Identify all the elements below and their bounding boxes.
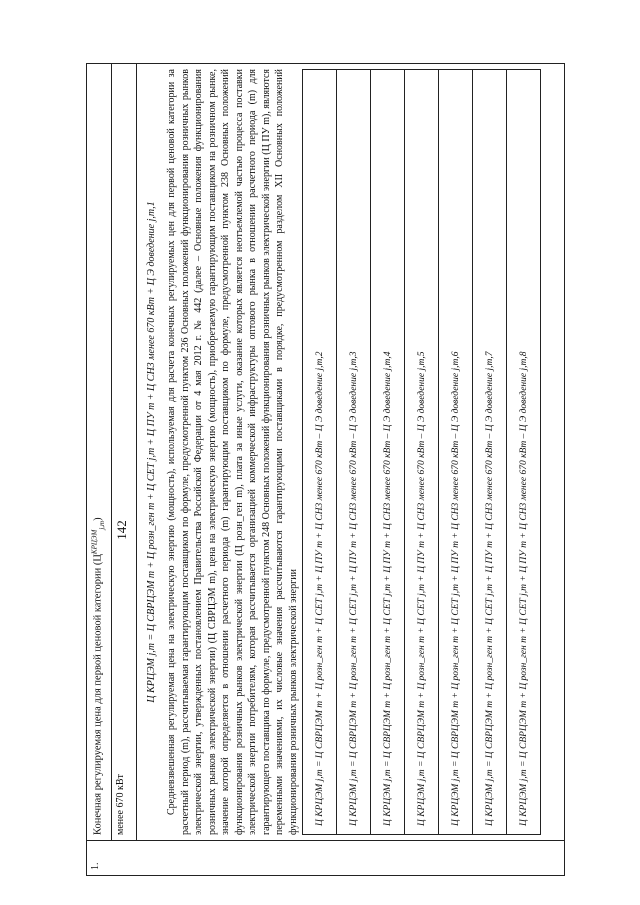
formula-row bbox=[337, 70, 371, 835]
formula-table bbox=[302, 69, 541, 835]
formula-row bbox=[439, 70, 473, 835]
rotated-page-content bbox=[86, 63, 565, 876]
formula-text: Ц КРЦЭМ j,m = Ц СВРЦЭМ m + Ц розн_ген m + Ц СЕТ j,m + Ц ПУ m + Ц СН3 менее 670 кВт – Ц Э доведение j,m,3 bbox=[337, 70, 371, 835]
main-formula: Ц КРЦЭМ j,m = Ц СВРЦЭМ m + Ц розн_ген m + Ц СЕТ j,m + Ц ПУ m + Ц СН3 менее 670 кВт + Ц Э доведение j,m,1 bbox=[146, 201, 157, 703]
formula-text: Ц КРЦЭМ j,m = Ц СВРЦЭМ m + Ц розн_ген m + Ц СЕТ j,m + Ц ПУ m + Ц СН3 менее 670 кВт – Ц Э доведение j,m,7 bbox=[473, 70, 507, 835]
page-number: 142 bbox=[113, 520, 129, 540]
formula-text: Ц КРЦЭМ j,m = Ц СВРЦЭМ m + Ц розн_ген m + Ц СЕТ j,m + Ц ПУ m + Ц СН3 менее 670 кВт – Ц Э доведение j,m,6 bbox=[439, 70, 473, 835]
formula-row bbox=[507, 70, 541, 835]
table-title: Конечная регулируемая цена для первой ценовой категории (Ц bbox=[92, 554, 104, 835]
table-row bbox=[137, 64, 565, 876]
formula-text: Ц КРЦЭМ j,m = Ц СВРЦЭМ m + Ц розн_ген m + Ц СЕТ j,m + Ц ПУ m + Ц СН3 менее 670 кВт – Ц Э доведение j,m,4 bbox=[371, 70, 405, 835]
formula-text: Ц КРЦЭМ j,m = Ц СВРЦЭМ m + Ц розн_ген m + Ц СЕТ j,m + Ц ПУ m + Ц СН3 менее 670 кВт – Ц Э доведение j,m,5 bbox=[405, 70, 439, 835]
title-index: j,m bbox=[97, 520, 106, 530]
row-number: 1. bbox=[87, 841, 565, 876]
explanation-paragraph: Средневзвешенная регулируемая цена на электрическую энергию (мощность), используемая для расчета конечных регулируемых цен для первой ценовой категории за расчетный период (m), рассчитываемая гарантирующим поставщиком по формуле, предусмотренной пунктом 236 Основных положений функционирования розничных рынков электрической энергии, утвержденных постановлением Правительства Российской Федерации от 4 мая 2012 г. № 442 (далее – Основные положения функционирования розничных рынков электрической энергии) (Ц СВРЦЭМ m), цена на электрическую энергию (мощность), приобретаемую гарантирующим поставщиком на розничном рынке, значение которой определяется в отношении расчетного периода (m) гарантирующим поставщиком по формуле, предусмотренной пунктом 238 Основных положений функционирования розничных рынков электрической энергии (Ц розн_ген m), плата за иные услуги, оказание которых является неотъемлемой частью процесса поставки электрической энергии потребителям, которая рассчитывается организацией коммерческой инфраструктуры оптового рынка в отношении расчетного периода (m) для гарантирующего поставщика по формуле, предусмотренной пунктом 248 Основных положений функционирования розничных рынков электрической энергии (Ц ПУ m), являются переменными значениями, их числовые значения рассчитываются гарантирующими поставщиками в порядке, предусмотренном разделом XII Основных положений функционирования розничных рынков электрической энергии bbox=[166, 69, 299, 835]
table-title-cell bbox=[87, 64, 112, 841]
content-cell bbox=[137, 64, 565, 841]
formula-text: Ц КРЦЭМ j,m = Ц СВРЦЭМ m + Ц розн_ген m + Ц СЕТ j,m + Ц ПУ m + Ц СН3 менее 670 кВт – Ц Э доведение j,m,8 bbox=[507, 70, 541, 835]
title-end: ) bbox=[92, 517, 104, 521]
price-table bbox=[86, 63, 565, 876]
subcategory: менее 670 кВт bbox=[112, 64, 137, 841]
title-symbol: КРЦЭМ bbox=[90, 529, 98, 555]
table-row bbox=[112, 64, 137, 876]
formula-row bbox=[303, 70, 337, 835]
formula-row bbox=[405, 70, 439, 835]
formula-row bbox=[371, 70, 405, 835]
formula-row bbox=[473, 70, 507, 835]
table-row bbox=[87, 64, 112, 876]
formula-text: Ц КРЦЭМ j,m = Ц СВРЦЭМ m + Ц розн_ген m + Ц СЕТ j,m + Ц ПУ m + Ц СН3 менее 670 кВт – Ц Э доведение j,m,2 bbox=[303, 70, 337, 835]
